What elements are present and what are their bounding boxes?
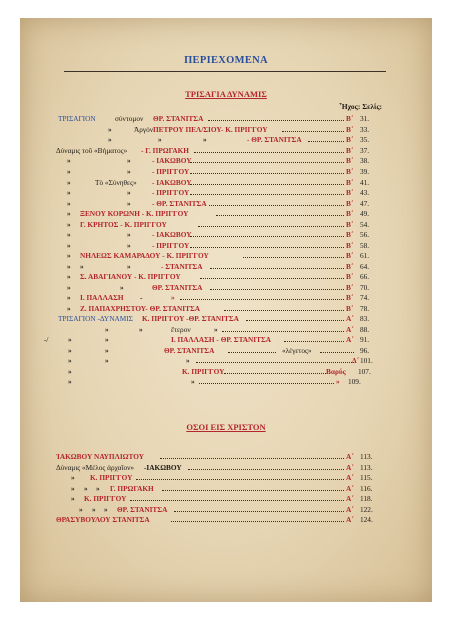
entry-text: » bbox=[67, 293, 71, 302]
toc-entry bbox=[58, 146, 384, 156]
entry-text: - ΘΡ. ΣΤΑΝΙΤΣΑ bbox=[247, 135, 302, 144]
toc-entry bbox=[58, 199, 384, 209]
entry-text: Ι. ΠΑΛΛΑΣΗ bbox=[80, 293, 124, 302]
entry-page-number: 41. bbox=[360, 178, 370, 187]
dot-leader bbox=[228, 352, 276, 354]
entry-text: σύντομον bbox=[115, 114, 144, 123]
toc-entry bbox=[58, 188, 384, 198]
entry-page-number: 96. bbox=[360, 346, 370, 355]
dot-leader bbox=[210, 268, 344, 270]
title-rule bbox=[64, 71, 386, 72]
entry-text: » bbox=[127, 230, 131, 239]
toc-entry bbox=[58, 125, 384, 135]
dot-leader bbox=[284, 341, 344, 343]
entry-text: » bbox=[127, 156, 131, 165]
entry-text: Κ. ΠΡΙΓΓΟΥ bbox=[90, 473, 133, 482]
entry-page-number: 74. bbox=[360, 293, 370, 302]
dot-leader bbox=[190, 173, 344, 175]
toc-entry bbox=[58, 367, 384, 377]
entry-page-number: 49. bbox=[360, 209, 370, 218]
entry-text: » bbox=[67, 241, 71, 250]
entry-tone: Α΄ bbox=[346, 484, 354, 493]
toc-entry bbox=[58, 293, 384, 303]
toc-entry bbox=[58, 325, 384, 335]
entry-tone: Β΄ bbox=[346, 135, 354, 144]
dot-leader bbox=[190, 247, 344, 249]
entry-text: » bbox=[105, 325, 109, 334]
entry-text: » bbox=[79, 505, 83, 514]
entry-page-number: 58. bbox=[360, 241, 370, 250]
entry-text: » bbox=[67, 283, 71, 292]
entry-tone: » bbox=[336, 377, 340, 386]
entry-text: ΘΡ. ΣΤΑΝΙΤΣΑ bbox=[117, 505, 168, 514]
entry-text: » bbox=[68, 356, 72, 365]
entry-text: » bbox=[191, 377, 195, 386]
entry-tone: Β΄ bbox=[346, 167, 354, 176]
entry-tone: Α΄ bbox=[346, 473, 354, 482]
dot-leader bbox=[198, 226, 344, 228]
entry-text: » bbox=[203, 135, 207, 144]
entry-page-number: 118. bbox=[360, 494, 373, 503]
entry-text: ΤΡΙΣΑΓΙΟΝ bbox=[58, 114, 96, 123]
entry-tone: Β΄ bbox=[346, 272, 354, 281]
entry-tone: Β΄ bbox=[346, 262, 354, 271]
dot-leader bbox=[208, 120, 344, 122]
entry-page-number: 61. bbox=[360, 251, 370, 260]
entry-text: - ΘΡ. ΣΤΑΝΙΤΣΑ bbox=[152, 199, 207, 208]
entry-text: ΘΡ. ΣΤΑΝΙΤΣΑ bbox=[153, 114, 204, 123]
dot-leader bbox=[136, 479, 344, 481]
entry-text: » bbox=[67, 188, 71, 197]
entry-text: Ζ. ΠΑΠΑΧΡΗΣΤΟΥ- ΘΡ. ΣΤΑΝΙΤΣΑ bbox=[80, 304, 200, 313]
entry-tone: Β΄ bbox=[346, 209, 354, 218]
entry-tone: Δ΄ bbox=[352, 356, 360, 365]
entry-text: -ΙΑΚΩΒΟΥ bbox=[144, 463, 182, 472]
entry-tone: Β΄ bbox=[346, 283, 354, 292]
dot-leader bbox=[243, 257, 344, 259]
entry-text: » bbox=[68, 367, 72, 376]
entry-text: » bbox=[108, 125, 112, 134]
entry-text: » bbox=[80, 262, 84, 271]
entry-tone: Β΄ bbox=[346, 156, 354, 165]
entry-tone: Α΄ bbox=[346, 505, 354, 514]
dot-leader bbox=[282, 131, 344, 133]
entry-page-number: 35. bbox=[360, 135, 370, 144]
entry-text: Κ. ΠΡΙΓΓΟΥ bbox=[84, 494, 127, 503]
entry-tone: Β΄ bbox=[346, 188, 354, 197]
entry-tone: Α΄ bbox=[346, 335, 354, 344]
entry-tone: Β΄ bbox=[346, 241, 354, 250]
entry-text: - Γ. ΠΡΩΓΑΚΗ bbox=[141, 146, 189, 155]
entry-tone: Α΄ bbox=[346, 494, 354, 503]
dot-leader bbox=[199, 383, 334, 385]
toc-entry bbox=[58, 494, 384, 504]
entry-text: » bbox=[67, 178, 71, 187]
entry-text: » bbox=[67, 272, 71, 281]
dot-leader bbox=[190, 236, 344, 238]
entry-text: » bbox=[67, 209, 71, 218]
entry-tone: Β΄ bbox=[346, 178, 354, 187]
entry-tone: Β΄ bbox=[346, 304, 354, 313]
toc-entry bbox=[58, 283, 384, 293]
entry-text: ἸΑΚΩΒΟΥ ΝΑΥΠΛΙΩΤΟΥ bbox=[56, 452, 145, 461]
entry-text: » bbox=[127, 199, 131, 208]
entry-text: » bbox=[127, 262, 131, 271]
entry-text: -/ bbox=[44, 335, 49, 344]
entry-text: » bbox=[71, 494, 75, 503]
entry-text: » bbox=[67, 251, 71, 260]
entry-text: » bbox=[68, 346, 72, 355]
entry-text: » bbox=[127, 167, 131, 176]
toc-entry bbox=[58, 314, 384, 324]
entry-text: - ΠΡΙΓΓΟΥ bbox=[152, 167, 190, 176]
entry-page-number: 115. bbox=[360, 473, 373, 482]
toc-entry bbox=[58, 473, 384, 483]
dot-leader bbox=[222, 331, 344, 333]
entry-text: - bbox=[140, 293, 143, 302]
dot-leader bbox=[194, 152, 344, 154]
dot-leader bbox=[224, 373, 330, 375]
entry-text: Κ. ΠΡΙΓΓΟΥ bbox=[182, 367, 225, 376]
entry-text: ΠΕΤΡΟΥ ΠΕΛ/ΣΙΟΥ- Κ. ΠΡΙΓΓΟΥ bbox=[153, 125, 268, 134]
entry-page-number: 124. bbox=[360, 515, 373, 524]
entry-page-number: 64. bbox=[360, 262, 370, 271]
entry-text: » bbox=[127, 241, 131, 250]
entry-page-number: 116. bbox=[360, 484, 373, 493]
entry-page-number: 43. bbox=[360, 188, 370, 197]
entry-text: » bbox=[67, 262, 71, 271]
entry-text: - ΙΑΚΩΒΟΥ bbox=[152, 156, 192, 165]
entry-page-number: 33. bbox=[360, 125, 370, 134]
dot-leader bbox=[188, 469, 344, 471]
entry-text: » bbox=[67, 304, 71, 313]
toc-entry bbox=[58, 505, 384, 515]
dot-leader bbox=[209, 205, 344, 207]
entry-text: » bbox=[105, 356, 109, 365]
column-header: Ἦχος: Σελίς: bbox=[339, 102, 382, 111]
entry-tone: Β΄ bbox=[346, 114, 354, 123]
toc-entry bbox=[58, 272, 384, 282]
entry-tone: Α΄ bbox=[346, 314, 354, 323]
entry-text: ΞΕΝΟΥ ΚΟΡΩΝΗ - Κ. ΠΡΙΓΓΟΥ bbox=[80, 209, 189, 218]
entry-page-number: 38. bbox=[360, 156, 370, 165]
entry-text: » bbox=[186, 356, 190, 365]
entry-text: » bbox=[71, 484, 75, 493]
entry-text: ἕτερον bbox=[171, 325, 191, 334]
entry-tone: Α΄ bbox=[346, 452, 354, 461]
entry-page-number: 54. bbox=[360, 220, 370, 229]
entry-text: » bbox=[68, 377, 72, 386]
entry-tone: Βαρύς bbox=[326, 367, 346, 376]
entry-text: Γ. ΠΡΩΓΑΚΗ bbox=[110, 484, 154, 493]
entry-text: «λέγετος» bbox=[282, 346, 312, 355]
entry-tone: Α΄ bbox=[346, 325, 354, 334]
entry-text: - ΙΑΚΩΒΟΥ bbox=[152, 178, 192, 187]
entry-text: ΤΡΙΣΑΓΙΟΝ -ΔΥΝΑΜΙΣ bbox=[58, 314, 133, 323]
entry-tone: Α΄ bbox=[346, 515, 354, 524]
entry-text: » bbox=[67, 220, 71, 229]
entry-page-number: 113. bbox=[360, 452, 373, 461]
dot-leader bbox=[246, 320, 344, 322]
toc-entry bbox=[58, 230, 384, 240]
entry-text: ΘΡ. ΣΤΑΝΙΤΣΑ bbox=[152, 283, 203, 292]
toc-entry bbox=[58, 452, 384, 462]
toc-entry bbox=[58, 251, 384, 261]
entry-text: Ἀργόν bbox=[134, 125, 154, 134]
entry-text: ΝΗΛΕΩΣ ΚΑΜΑΡΑΔΟΥ - Κ. ΠΡΙΓΓΟΥ bbox=[80, 251, 209, 260]
entry-text: » bbox=[67, 167, 71, 176]
dot-leader bbox=[210, 289, 344, 291]
toc-entry bbox=[58, 178, 384, 188]
entry-text: Δύναμις τοῦ «Βήματος» bbox=[56, 146, 128, 155]
entry-tone: Α΄ bbox=[346, 463, 354, 472]
entry-text: » bbox=[105, 346, 109, 355]
entry-text: - ΙΑΚΩΒΟΥ bbox=[152, 230, 192, 239]
toc-entry bbox=[58, 346, 384, 356]
entry-page-number: 31. bbox=[360, 114, 370, 123]
entry-text: » bbox=[127, 188, 131, 197]
entry-text: » bbox=[108, 135, 112, 144]
entry-text: ΘΡΑΣΥΒΟΥΛΟΥ ΣΤΑΝΙΤΣΑ bbox=[56, 515, 150, 524]
entry-page-number: 39. bbox=[360, 167, 370, 176]
dot-leader bbox=[320, 352, 354, 354]
toc-entry bbox=[58, 484, 384, 494]
entry-text: » bbox=[104, 505, 108, 514]
dot-leader bbox=[130, 500, 344, 502]
entry-page-number: 56. bbox=[360, 230, 370, 239]
entry-text: » bbox=[158, 135, 162, 144]
entry-text: Δύναμις «Μέλος ἀρχαῖον» bbox=[56, 463, 135, 472]
entry-page-number: 47. bbox=[360, 199, 370, 208]
entry-text: » bbox=[96, 484, 100, 493]
toc-entry bbox=[58, 114, 384, 124]
entry-tone: Β΄ bbox=[346, 293, 354, 302]
toc-entry bbox=[58, 156, 384, 166]
entry-text: - ΣΤΑΝΙΤΣΑ bbox=[161, 262, 203, 271]
dot-leader bbox=[190, 184, 344, 186]
toc-entry bbox=[58, 241, 384, 251]
entry-text: » bbox=[105, 335, 109, 344]
dot-leader bbox=[171, 521, 344, 523]
entry-tone: Β΄ bbox=[346, 251, 354, 260]
toc-entry bbox=[58, 209, 384, 219]
dot-leader bbox=[190, 194, 344, 196]
toc-entry bbox=[58, 356, 384, 366]
entry-text: Τὸ «Σύνηθες» bbox=[95, 178, 137, 187]
dot-leader bbox=[160, 458, 344, 460]
entry-text: » bbox=[68, 335, 72, 344]
entry-tone: Β΄ bbox=[346, 220, 354, 229]
entry-page-number: 70. bbox=[360, 283, 370, 292]
entry-page-number: 101. bbox=[360, 356, 373, 365]
entry-text: - ΠΡΙΓΓΟΥ bbox=[152, 188, 190, 197]
entry-text: » bbox=[84, 484, 88, 493]
entry-page-number: 91. bbox=[360, 335, 370, 344]
dot-leader bbox=[180, 299, 344, 301]
toc-entry bbox=[58, 262, 384, 272]
entry-text: Γ. ΚΡΗΤΟΣ - Κ. ΠΡΙΓΓΟΥ bbox=[80, 220, 167, 229]
entry-page-number: 109. bbox=[348, 377, 361, 386]
entry-page-number: 78. bbox=[360, 304, 370, 313]
entry-text: - ΠΡΙΓΓΟΥ bbox=[152, 241, 190, 250]
toc-entry bbox=[58, 167, 384, 177]
toc-entry bbox=[58, 304, 384, 314]
dot-leader bbox=[200, 278, 344, 280]
section-title-trisagia: ΤΡΙΣΑΓΙΑ ΔΥΝΑΜΙΣ bbox=[185, 89, 267, 99]
entry-tone: Β΄ bbox=[346, 146, 354, 155]
entry-text: » bbox=[120, 283, 124, 292]
entry-page-number: 83. bbox=[360, 314, 370, 323]
entry-text: » bbox=[71, 473, 75, 482]
document-page bbox=[20, 18, 432, 602]
page-title: ΠΕΡΙΕΧΟΜΕΝΑ bbox=[184, 55, 268, 66]
entry-page-number: 107. bbox=[358, 367, 371, 376]
entry-page-number: 88. bbox=[360, 325, 370, 334]
toc-entry bbox=[58, 463, 384, 473]
entry-text: » bbox=[139, 325, 143, 334]
entry-tone: Β΄ bbox=[346, 199, 354, 208]
entry-text: Σ. ΑΒΑΓΙΑΝΟΥ - Κ. ΠΡΙΓΓΟΥ bbox=[80, 272, 181, 281]
entry-text: » bbox=[67, 156, 71, 165]
dot-leader bbox=[174, 511, 344, 513]
entry-text: » bbox=[171, 293, 175, 302]
entry-text: » bbox=[67, 230, 71, 239]
entry-page-number: 37. bbox=[360, 146, 370, 155]
entry-page-number: 66. bbox=[360, 272, 370, 281]
dot-leader bbox=[224, 310, 344, 312]
entry-tone: Β΄ bbox=[346, 230, 354, 239]
dot-leader bbox=[216, 215, 344, 217]
entry-text: ΘΡ. ΣΤΑΝΙΤΣΑ bbox=[164, 346, 215, 355]
entry-text: » bbox=[214, 325, 218, 334]
toc-entry bbox=[58, 515, 384, 525]
dot-leader bbox=[162, 490, 344, 492]
toc-entry bbox=[58, 220, 384, 230]
toc-entry bbox=[58, 377, 384, 387]
entry-text: Κ. ΠΡΙΓΓΟΥ -ΘΡ. ΣΤΑΝΙΤΣΑ bbox=[142, 314, 239, 323]
entry-page-number: 122. bbox=[360, 505, 373, 514]
dot-leader bbox=[196, 362, 354, 364]
section-title-osoi: ΟΣΟΙ ΕΙΣ ΧΡΙΣΤΟΝ bbox=[186, 422, 266, 432]
entry-tone: Β΄ bbox=[346, 125, 354, 134]
dot-leader bbox=[308, 141, 344, 143]
toc-entry bbox=[44, 335, 384, 345]
entry-text: » bbox=[92, 505, 96, 514]
entry-page-number: 113. bbox=[360, 463, 373, 472]
toc-entry bbox=[58, 135, 384, 145]
dot-leader bbox=[190, 162, 344, 164]
entry-text: » bbox=[67, 199, 71, 208]
entry-text: Ι. ΠΑΛΛΑΣΗ - ΘΡ. ΣΤΑΝΙΤΣΑ bbox=[171, 335, 272, 344]
